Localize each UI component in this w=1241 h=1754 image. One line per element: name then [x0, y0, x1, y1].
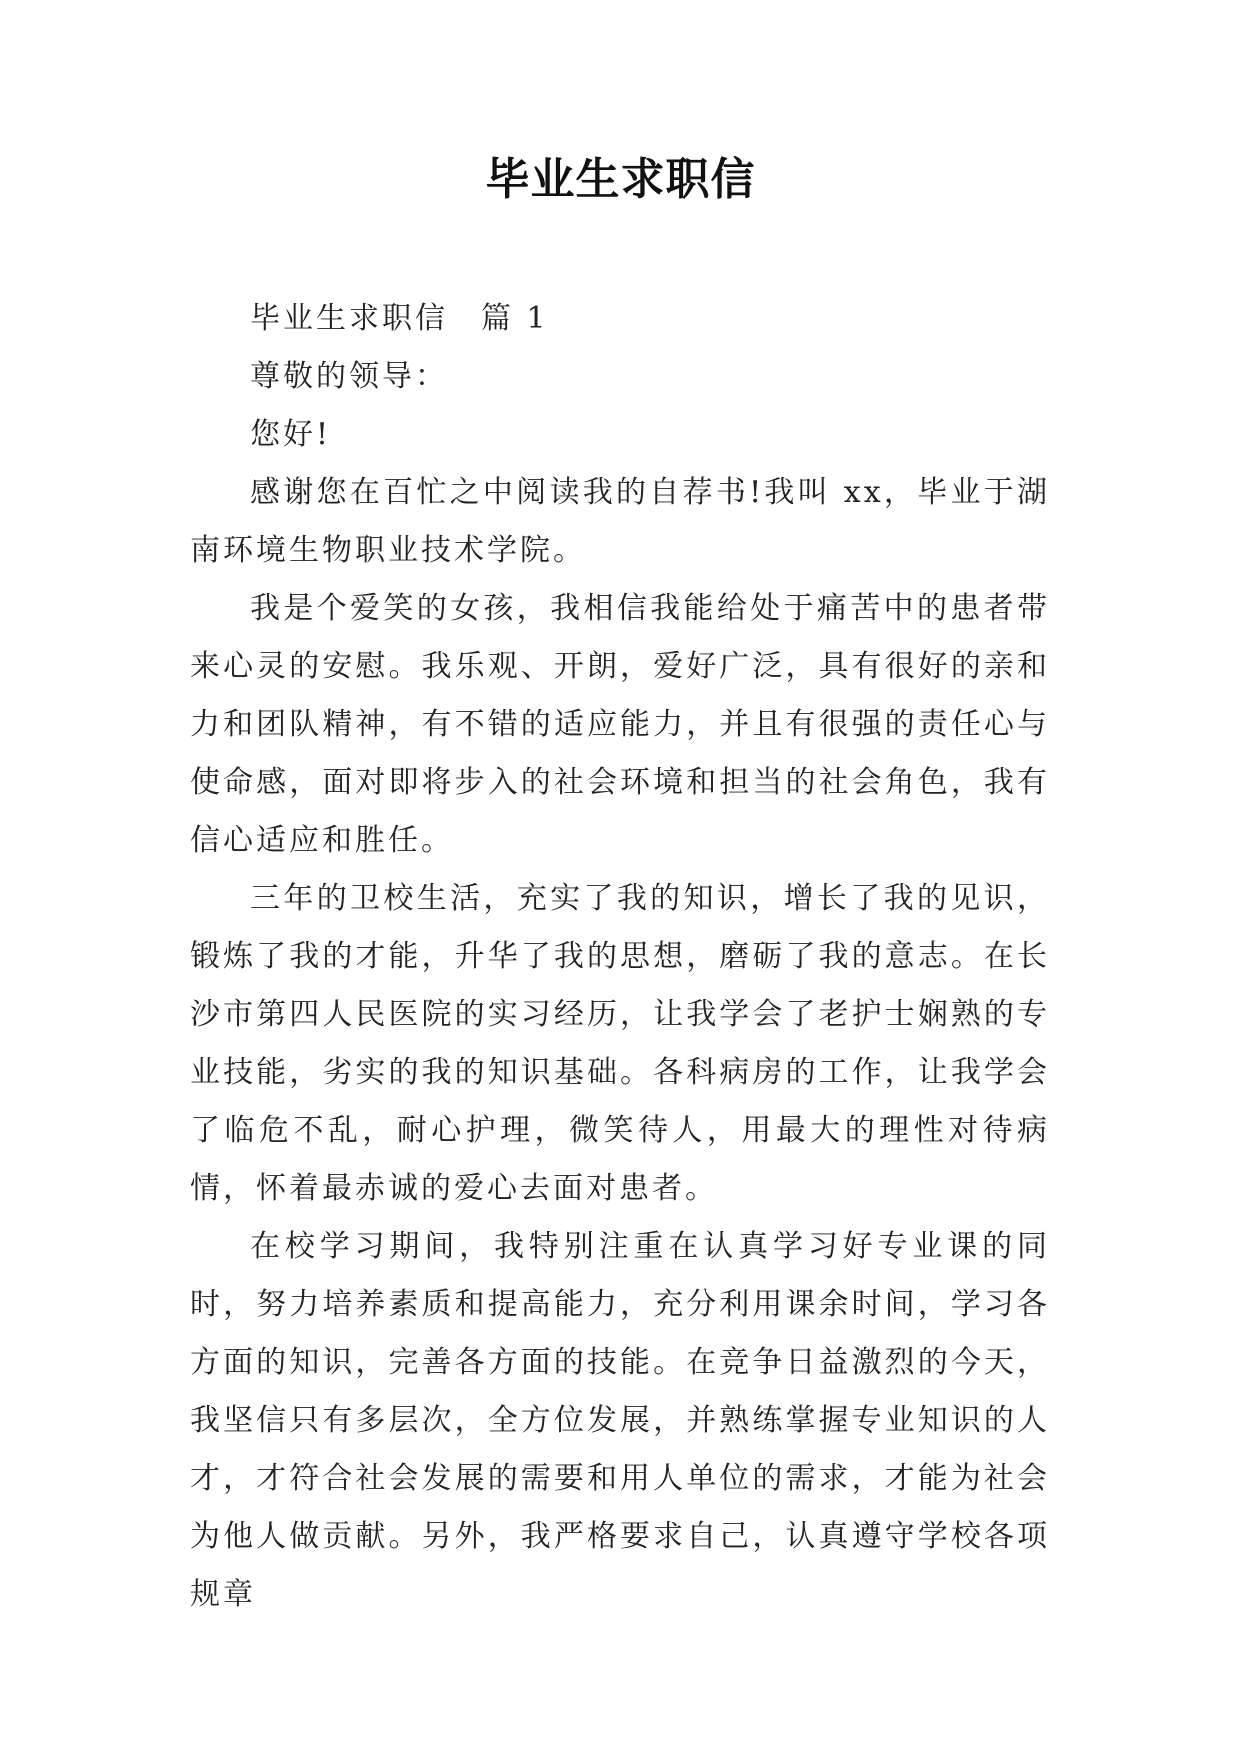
body-paragraph: 在校学习期间，我特别注重在认真学习好专业课的同时，努力培养素质和提高能力，充分利用课余时间，学习各方面的知识，完善各方面的技能。在竞争日益激烈的今天，我坚信只有多层次，全方位发展，并熟练掌握专业知识的人才，才符合社会发展的需要和用人单位的需求，才能为社会为他人做贡献。另外，我严格要求自己，认真遵守学校各项规章 — [190, 1229, 1050, 1612]
salutation: 尊敬的领导： — [250, 359, 448, 394]
body-paragraph: 三年的卫校生活，充实了我的知识，增长了我的见识，锻炼了我的才能，升华了我的思想，磨砺了我的意志。在长沙市第四人民医院的实习经历，让我学会了老护士娴熟的专业技能，劣实的我的知识基础。各科病房的工作，让我学会了临危不乱，耐心护理，微笑待人，用最大的理性对待病情，怀着最赤诚的爱心去面对患者。 — [190, 881, 1050, 1206]
greeting: 您好! — [250, 417, 332, 452]
body-paragraph: 感谢您在百忙之中阅读我的自荐书!我叫 xx，毕业于湖南环境生物职业技术学院。 — [190, 475, 1050, 568]
document-body — [190, 290, 1050, 1624]
section-heading: 毕业生求职信 篇 1 — [250, 301, 549, 336]
document-title: 毕业生求职信 — [485, 154, 756, 205]
body-paragraph: 我是个爱笑的女孩，我相信我能给处于痛苦中的患者带来心灵的安慰。我乐观、开朗，爱好广泛，具有很好的亲和力和团队精神，有不错的适应能力，并且有很强的责任心与使命感，面对即将步入的社会环境和担当的社会角色，我有信心适应和胜任。 — [190, 591, 1050, 858]
